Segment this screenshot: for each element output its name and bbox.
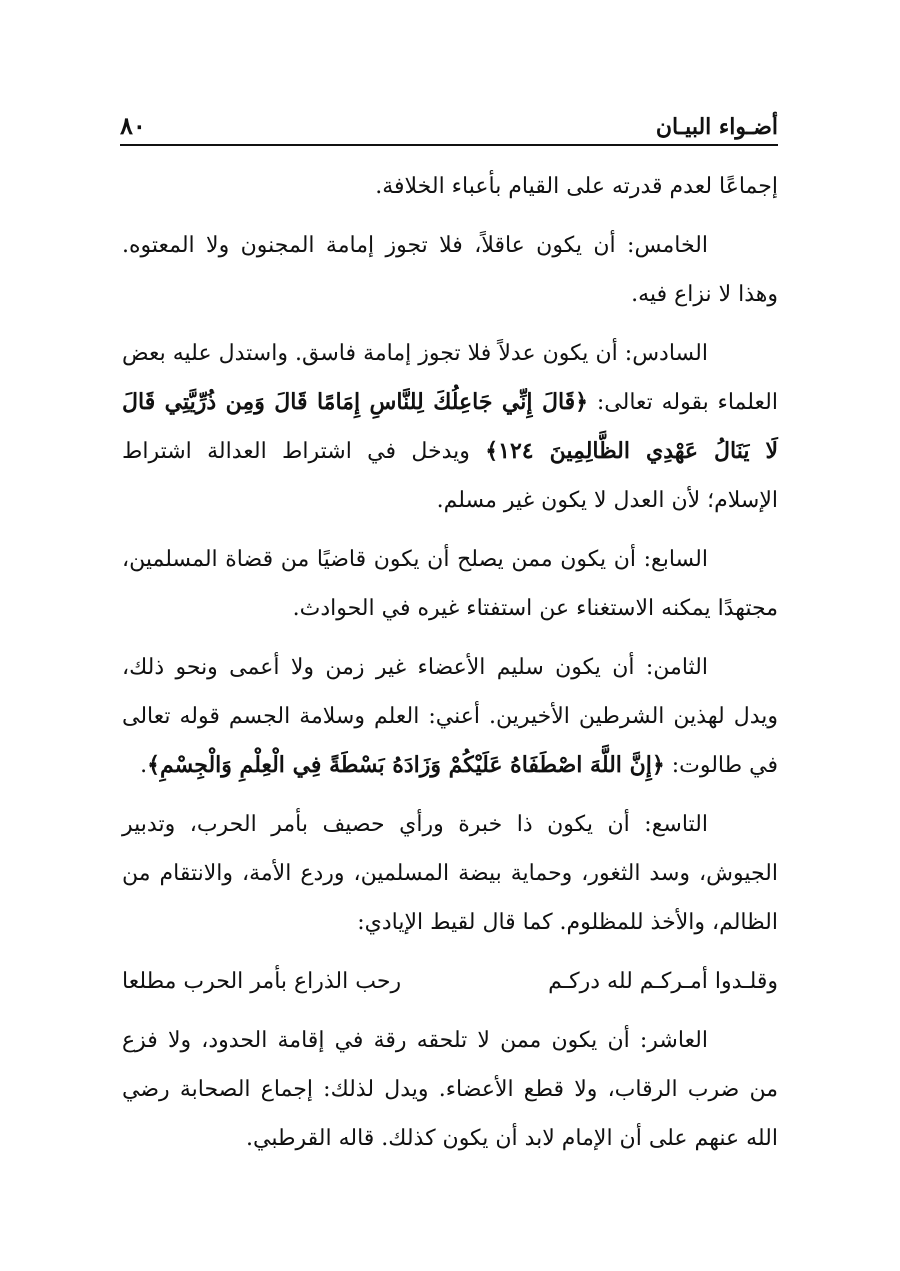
paragraph-sixth-condition — [122, 329, 778, 525]
verse-first-hemistich: وقلـدوا أمـركـم لله دركـم — [548, 969, 778, 994]
verse-second-hemistich: رحب الذراع بأمر الحرب مطلعا — [122, 969, 402, 994]
running-title: أضـواء البيـان — [655, 114, 778, 140]
quran-verse: ﴿إِنَّ اللَّهَ اصْطَفَاهُ عَلَيْكُمْ وَزَادَهُ بَسْطَةً فِي الْعِلْمِ وَالْجِسْمِ﴾ — [147, 752, 665, 778]
paragraph-text: ويدخل في اشتراط العدالة اشتراط الإسلام؛ لأن العدل لا يكون غير مسلم. — [122, 439, 778, 513]
quran-verse: ﴿قَالَ إِنِّي جَاعِلُكَ لِلنَّاسِ إِمَامًا قَالَ وَمِن ذُرِّيَّتِي قَالَ لَا يَنَالُ عَهْدِي الظَّالِمِينَ ١٢٤﴾ — [122, 389, 779, 464]
paragraph-fifth-condition: الخامس: أن يكون عاقلاً، فلا تجوز إمامة المجنون ولا المعتوه. وهذا لا نزاع فيه. — [122, 233, 778, 307]
paragraph-text: . — [140, 753, 148, 778]
paragraph-eighth-condition — [122, 643, 778, 790]
paragraph-text: الثامن: أن يكون سليم الأعضاء غير زمن ولا أعمى ونحو ذلك، ويدل لهذين الشرطين الأخيرين. أعني: العلم وسلامة الجسم قوله تعالى في طالوت: — [122, 655, 778, 778]
paragraph-text: السادس: أن يكون عدلاً فلا تجوز إمامة فاسق. واستدل عليه بعض العلماء بقوله تعالى: — [122, 341, 778, 415]
paragraph-continuation: إجماعًا لعدم قدرته على القيام بأعباء الخلافة. — [375, 174, 778, 199]
paragraph-ninth-condition: التاسع: أن يكون ذا خبرة ورأي حصيف بأمر الحرب، وتدبير الجيوش، وسد الثغور، وحماية بيضة المسلمين، وردع الأمة، والانتقام من الظالم، والأخذ للمظلوم. كما قال لقيط الإيادي: — [122, 812, 778, 935]
poetry-verse — [122, 957, 778, 1006]
page-body — [122, 162, 778, 1173]
paragraph-tenth-condition: العاشر: أن يكون ممن لا تلحقه رقة في إقامة الحدود، ولا فزع من ضرب الرقاب، ولا قطع الأعضاء. ويدل لذلك: إجماع الصحابة رضي الله عنهم على أن الإمام لابد أن يكون كذلك. قاله القرطبي. — [122, 1028, 778, 1151]
paragraph-seventh-condition: السابع: أن يكون ممن يصلح أن يكون قاضيًا من قضاة المسلمين، مجتهدًا يمكنه الاستغناء عن استفتاء غيره في الحوادث. — [122, 547, 778, 621]
page-header — [120, 100, 778, 146]
page-number: ٨٠ — [120, 111, 146, 140]
